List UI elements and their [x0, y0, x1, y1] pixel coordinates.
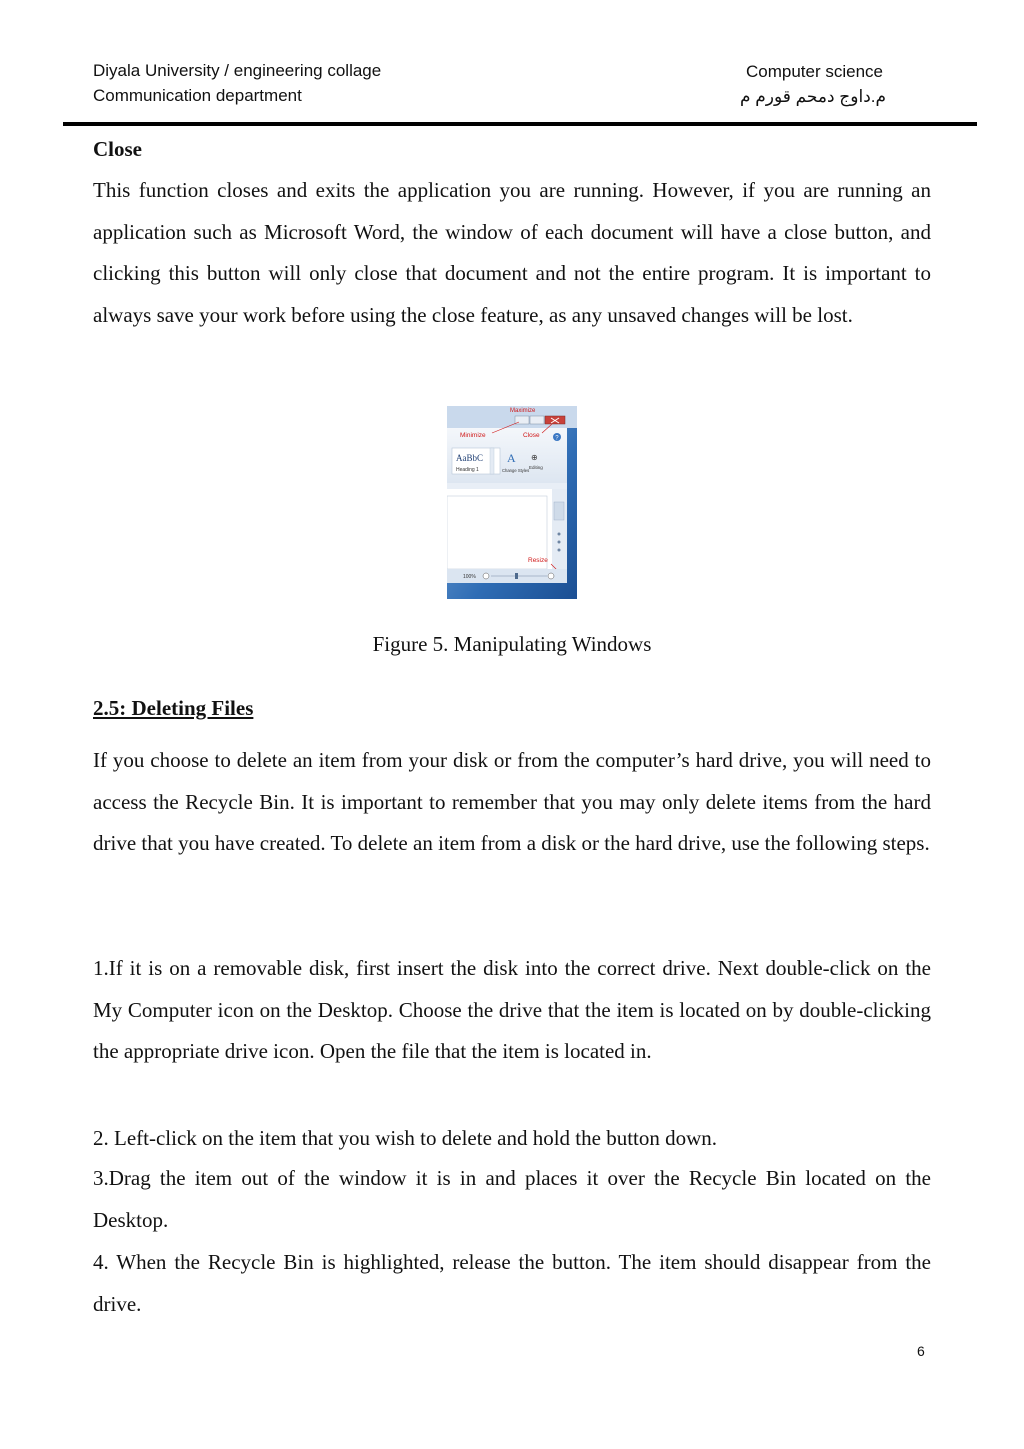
- vertical-scrollbar: [552, 489, 567, 569]
- header-subject: Computer science: [746, 62, 884, 81]
- header-university: Diyala University / engineering collage: [93, 61, 382, 80]
- maximize-label: Maximize: [510, 408, 536, 414]
- header-department: Communication department: [93, 86, 302, 105]
- resize-label: Resize: [528, 557, 548, 564]
- style-sample: AaBbC: [456, 453, 483, 463]
- header-author: م.داوج دمحم قورم م: [740, 87, 887, 106]
- svg-text:?: ?: [555, 435, 559, 442]
- binoculars-icon: ⊕: [531, 453, 538, 462]
- page-number: 6: [917, 1343, 925, 1359]
- section-title-deleting-files: 2.5: Deleting Files: [93, 696, 254, 720]
- step-1: 1.If it is on a removable disk, first insert the disk into the correct drive. Next double-click on the My Computer icon on the Desktop. Choose the drive that the item is located on by double-clicking the appropriate drive icon. Open the file that the item is located in.: [93, 956, 931, 1063]
- figure-manipulating-windows: [447, 406, 577, 599]
- editing-label: Editing: [529, 465, 543, 470]
- ruler: [447, 483, 567, 489]
- header-divider: [63, 122, 977, 126]
- change-styles-label: Change Styles: [502, 468, 530, 473]
- deleting-intro-paragraph: If you choose to delete an item from your disk or from the computer’s hard drive, you will need to access the Recycle Bin. It is important to remember that you may only delete items from the hard drive that you have created. To delete an item from a disk or the hard drive, use the following steps.: [93, 748, 931, 855]
- zoom-in-icon: [548, 573, 554, 579]
- step-2: 2. Left-click on the item that you wish to delete and hold the button down.: [93, 1126, 718, 1150]
- zoom-out-icon: [483, 573, 489, 579]
- step-3: 3.Drag the item out of the window it is in and places it over the Recycle Bin located on the Desktop.: [93, 1166, 931, 1232]
- section-title-close: Close: [93, 137, 142, 161]
- close-paragraph: This function closes and exits the application you are running. However, if you are running an application such as Microsoft Word, the window of each document will have a close button, and clicking this button will only close that document and not the entire program. It is important to always save your work before using the close feature, as any unsaved changes will be lost.: [93, 178, 931, 327]
- change-styles-icon: A: [507, 451, 516, 465]
- maximize-icon: [530, 416, 544, 424]
- zoom-level: 100%: [463, 574, 476, 580]
- heading-style-label: Heading 1: [456, 467, 479, 473]
- figure-caption: Figure 5. Manipulating Windows: [372, 632, 652, 656]
- minimize-label: Minimize: [460, 432, 486, 439]
- step-4: 4. When the Recycle Bin is highlighted, release the button. The item should disappear from the drive.: [93, 1250, 931, 1316]
- close-label: Close: [523, 432, 540, 439]
